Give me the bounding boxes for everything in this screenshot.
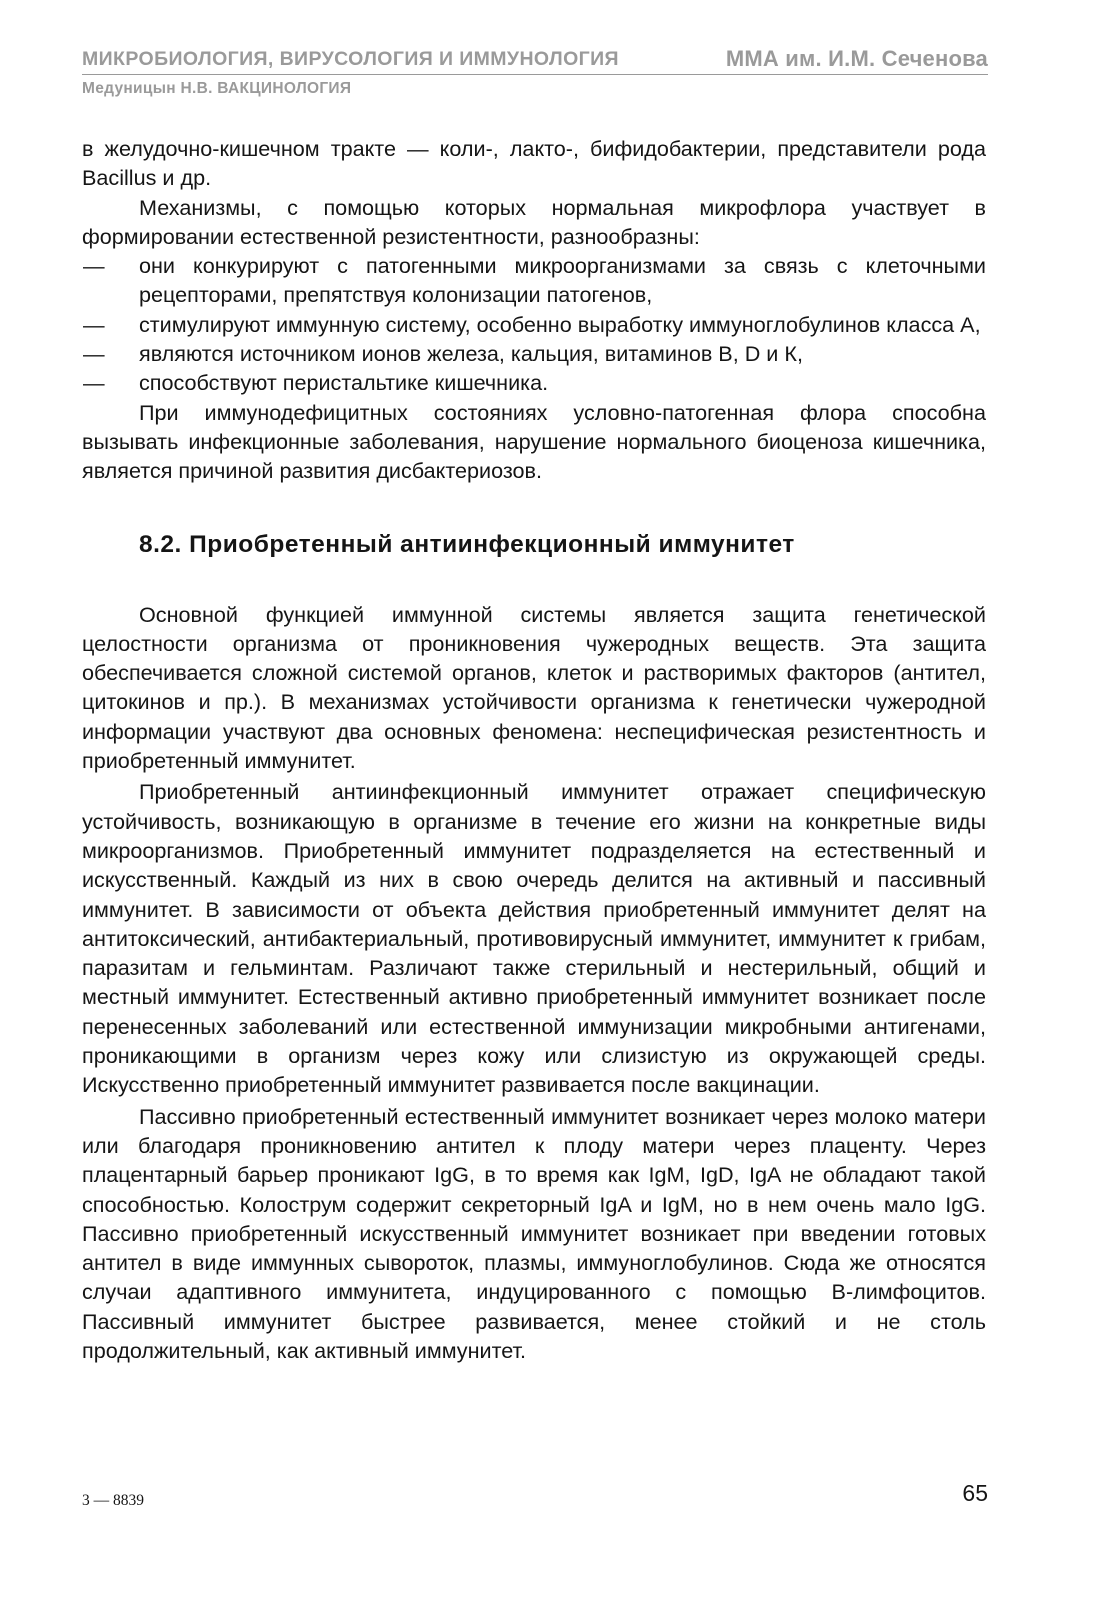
section-paragraph-3: Пассивно приобретенный естественный иммунитет возникает через молоко матери или благодаря проникновению антител к плоду матери через плаценту. Через плацентарный барьер проникают IgG, в то время как IgM, IgD, IgA не обладают такой способностью. Колострум содержит секреторный IgA и IgM, но в нем очень мало IgG. Пассивно приобретенный искусственный иммунитет возникает при введении готовых антител в виде иммунных сывороток, плазмы, иммуноглобулинов. Сюда же относятся случаи адаптивного иммунитета, индуцированного с помощью В-лимфоцитов. Пассивный иммунитет быстрее развивается, менее стойкий и не столь продолжительный, как активный иммунитет. (82, 1103, 986, 1363)
running-header (82, 46, 988, 75)
list-item: — способствуют перистальтике кишечника. (82, 368, 986, 397)
page-body (82, 134, 986, 1365)
immunodeficiency-paragraph: При иммунодефицитных состояниях условно-патогенная флора способна вызывать инфекционные заболевания, нарушение нормального биоценоза кишечника, является причиной развития дисбактериозов. (82, 399, 986, 484)
mechanisms-list (82, 251, 986, 397)
running-header-right-title: ММА им. И.М. Сеченова (725, 46, 988, 71)
running-header-left-title: МИКРОБИОЛОГИЯ, ВИРУСОЛОГИЯ И ИММУНОЛОГИЯ (82, 48, 619, 70)
page-number: 65 (962, 1480, 988, 1506)
list-item: — они конкурируют с патогенными микроорганизмами за связь с клеточными рецепторами, препятствуя колонизации патогенов, (82, 251, 986, 310)
section-heading: 8.2. Приобретенный антиинфекционный иммунитет (139, 530, 795, 558)
printer-signature: 3 — 8839 (82, 1492, 144, 1509)
list-item: — являются источником ионов железа, кальция, витаминов В, D и К, (82, 339, 986, 368)
intro-paragraph: в желудочно-кишечном тракте — коли-, лакто-, бифидобактерии, представители рода Bacillus и др. (82, 136, 986, 191)
mechanisms-paragraph: Механизмы, с помощью которых нормальная микрофлора участвует в формировании естественной резистентности, разнообразны: (82, 194, 986, 249)
section-paragraph-2: Приобретенный антиинфекционный иммунитет отражает специфическую устойчивость, возникающую в организме в течение его жизни на конкретные виды микроорганизмов. Приобретенный иммунитет подразделяется на естественный и искусственный. Каждый из них в свою очередь делится на активный и пассивный иммунитет. В зависимости от объекта действия приобретенный иммунитет делят на антитоксический, антибактериальный, противовирусный иммунитет, иммунитет к грибам, паразитам и гельминтам. Различают также стерильный и нестерильный, общий и местный иммунитет. Естественный активно приобретенный иммунитет возникает после перенесенных заболеваний или естественной иммунизации микробными антигенами, проникающими в организм через кожу или слизистую из окружающей среды. Искусственно приобретенный иммунитет развивается после вакцинации. (82, 779, 986, 1098)
section-paragraph-1: Основной функцией иммунной системы является защита генетической целостности организма от проникновения чужеродных веществ. Эта защита обеспечивается сложной системой органов, клеток и растворимых факторов (антител, цитокинов и пр.). В механизмах устойчивости организма к генетически чужеродной информации участвуют два основных феномена: неспецифическая резистентность и приобретенный иммунитет. (82, 601, 986, 774)
list-item: — стимулируют иммунную систему, особенно выработку иммуноглобулинов класса А, (82, 310, 986, 339)
running-header-subtitle: Медуницын Н.В. ВАКЦИНОЛОГИЯ (82, 80, 352, 97)
